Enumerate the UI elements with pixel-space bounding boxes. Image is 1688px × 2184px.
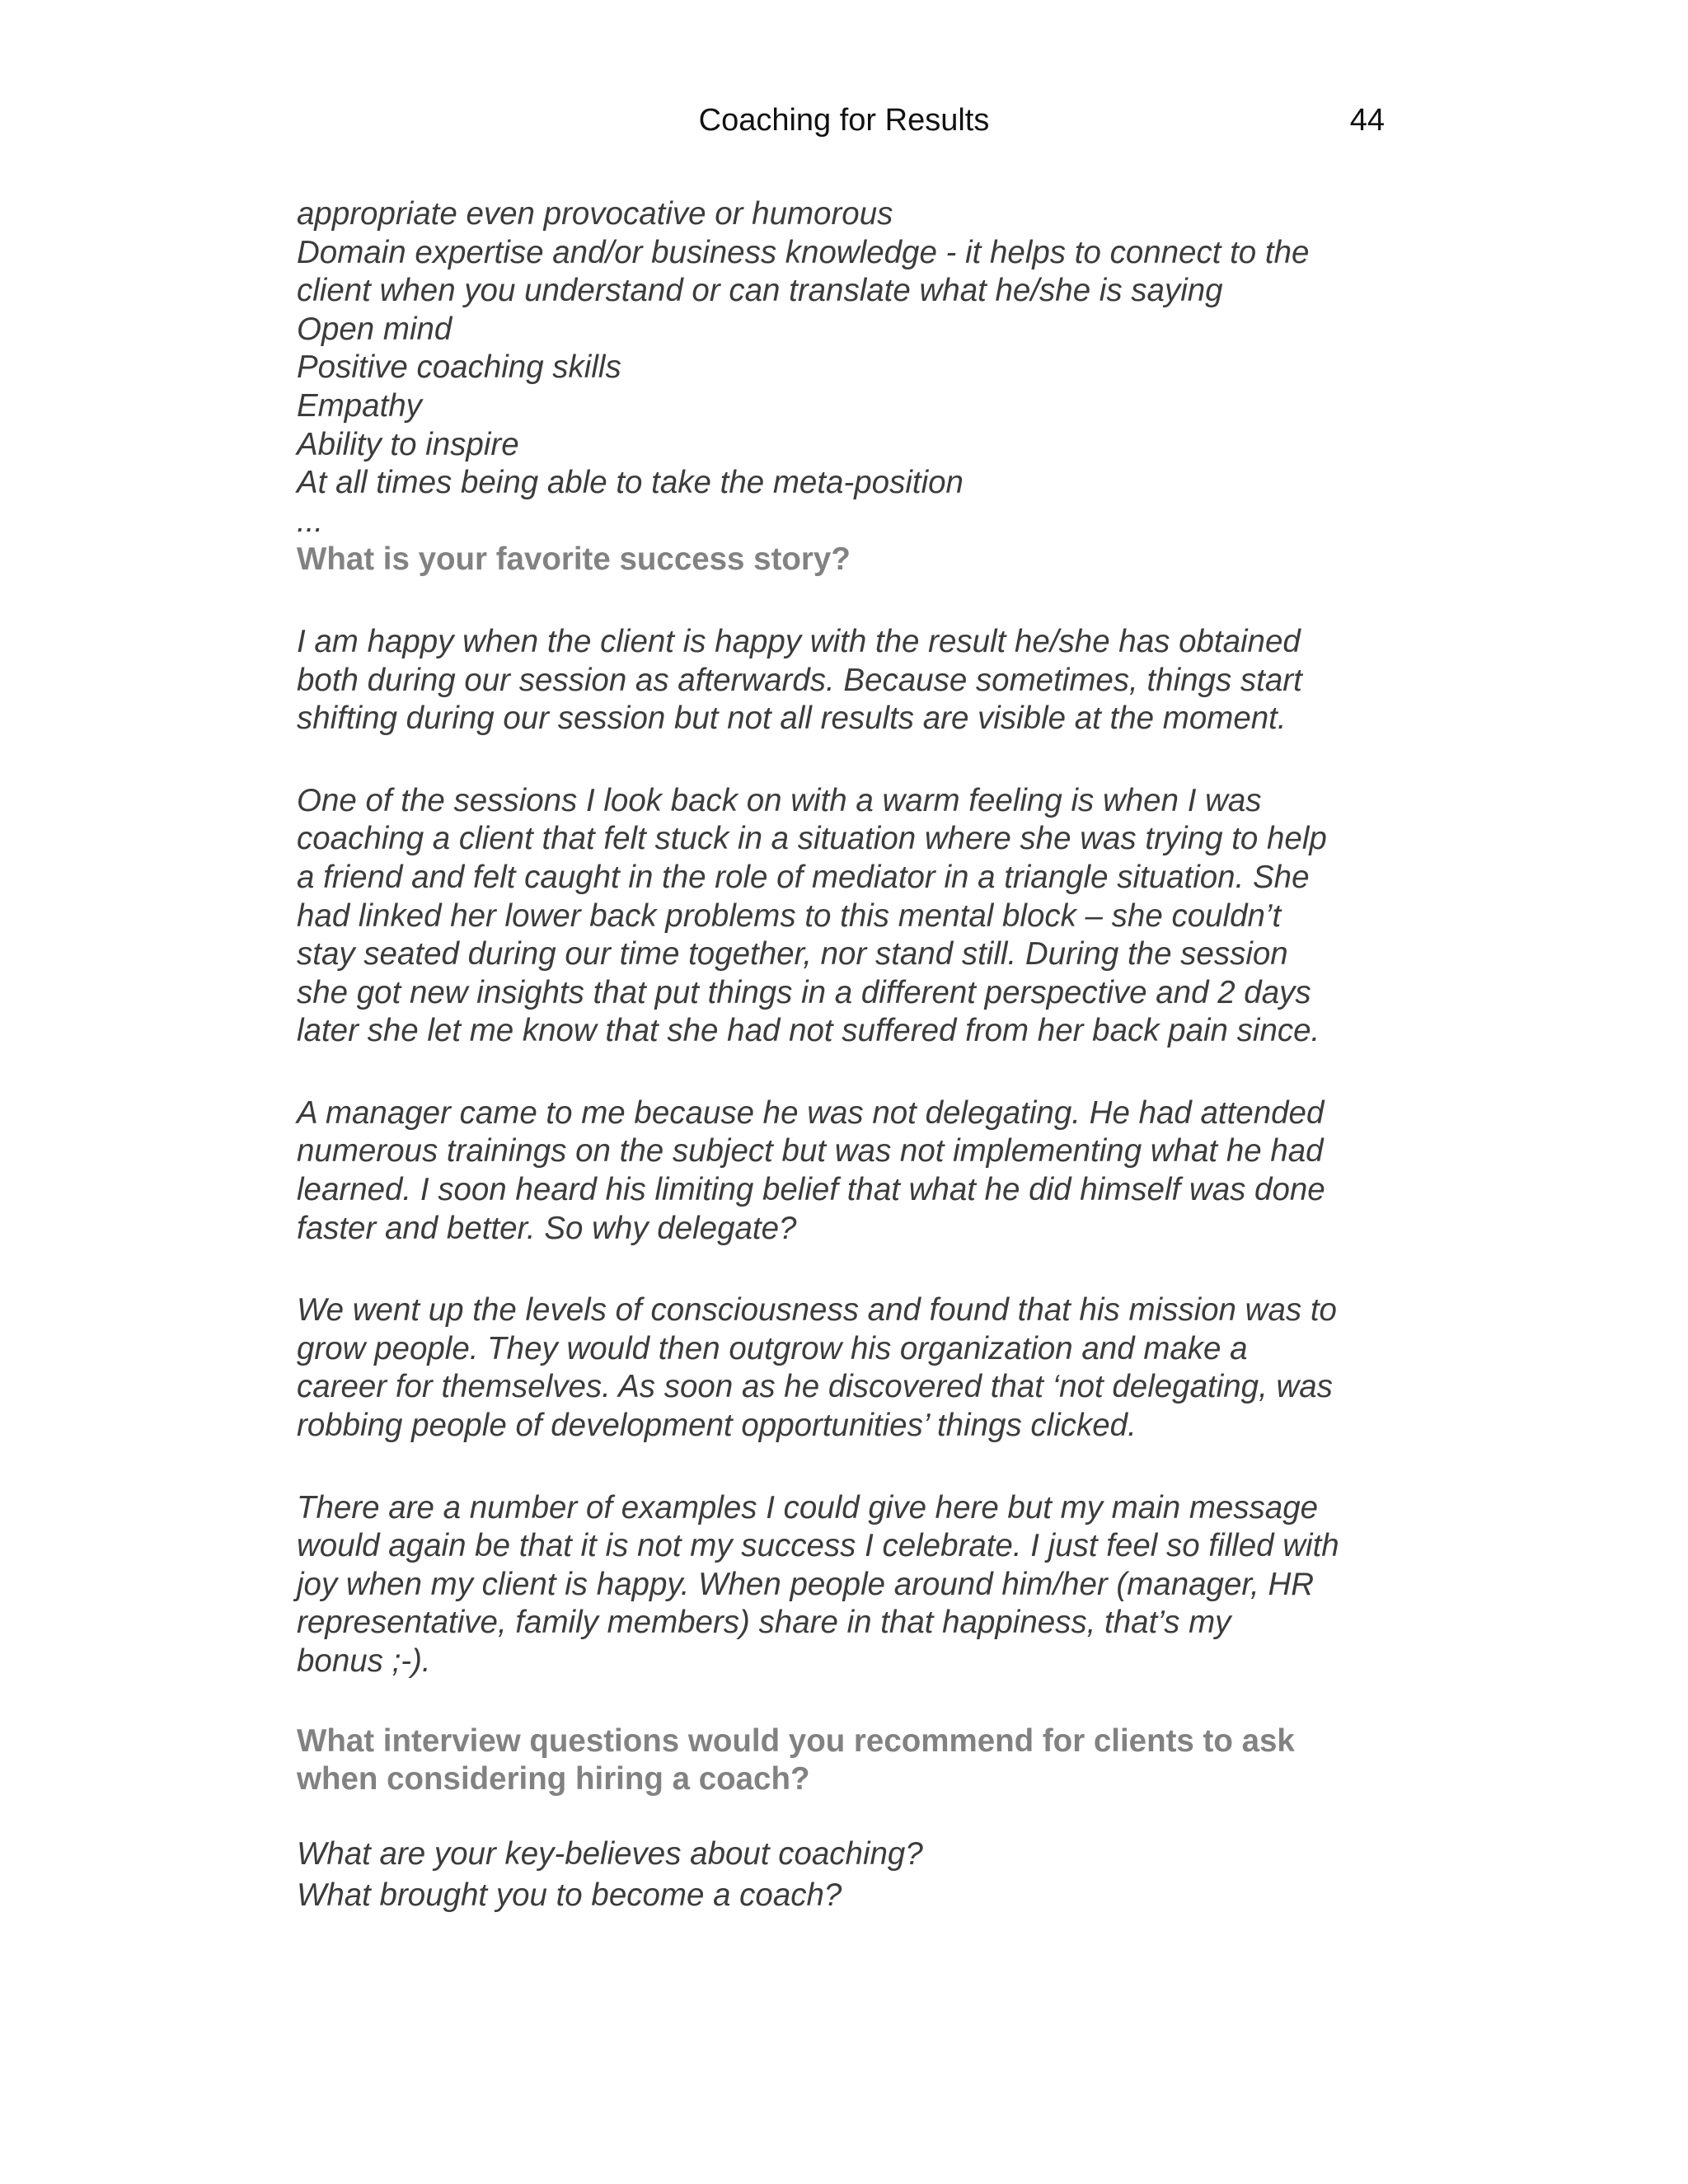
paragraph-line: What brought you to become a coach? xyxy=(297,1877,842,1914)
answer-paragraph xyxy=(297,1291,1393,1445)
paragraph-line: grow people. They would then outgrow his organization and make a xyxy=(297,1330,1248,1366)
qualities-list xyxy=(297,195,1393,541)
answer-paragraph xyxy=(297,623,1393,738)
paragraph-line: robbing people of development opportunities’ things clicked. xyxy=(297,1408,1137,1444)
question-heading xyxy=(297,1722,1393,1799)
paragraph-line: A manager came to me because he was not delegating. He had attended xyxy=(297,1094,1325,1131)
list-item: client when you understand or can translate what he/she is saying xyxy=(297,273,1223,309)
paragraph-line: a friend and felt caught in the role of mediator in a triangle situation. She xyxy=(297,859,1310,895)
answer-paragraph xyxy=(297,1094,1393,1248)
list-item: appropriate even provocative or humorous xyxy=(297,196,893,232)
list-item: Ability to inspire xyxy=(297,426,519,462)
paragraph-line: learned. I soon heard his limiting belief that what he did himself was done xyxy=(297,1172,1325,1208)
question-heading: What is your favorite success story? xyxy=(297,541,851,578)
paragraph-line: shifting during our session but not all results are visible at the moment. xyxy=(297,701,1287,737)
paragraph-line: later she let me know that she had not suffered from her back pain since. xyxy=(297,1013,1320,1049)
page-number: 44 xyxy=(1349,103,1385,138)
paragraph-line: had linked her lower back problems to this mental block – she couldn’t xyxy=(297,898,1282,934)
paragraph-line: What are your key-believes about coaching? xyxy=(297,1835,923,1872)
paragraph-line: she got new insights that put things in a different perspective and 2 days xyxy=(297,974,1311,1010)
question-line: What interview questions would you recommend for clients to ask xyxy=(297,1722,1295,1759)
page-body xyxy=(297,195,1393,1915)
paragraph-line: faster and better. So why delegate? xyxy=(297,1210,797,1246)
paragraph-line: There are a number of examples I could give here but my main message xyxy=(297,1489,1319,1526)
page-header xyxy=(0,97,1688,143)
paragraph-line: numerous trainings on the subject but was not implementing what he had xyxy=(297,1133,1324,1169)
list-item: Empathy xyxy=(297,387,422,424)
list-item: Domain expertise and/or business knowledge - it helps to connect to the xyxy=(297,234,1310,270)
running-title: Coaching for Results xyxy=(698,103,990,138)
list-item: Positive coaching skills xyxy=(297,349,621,386)
list-item: At all times being able to take the meta-position xyxy=(297,465,964,501)
paragraph-line: joy when my client is happy. When people around him/her (manager, HR xyxy=(297,1566,1315,1602)
question-line: when considering hiring a coach? xyxy=(297,1761,810,1797)
paragraph-line: representative, family members) share in that happiness, that’s my xyxy=(297,1605,1231,1641)
answer-paragraph xyxy=(297,1835,1393,1915)
paragraph-line: One of the sessions I look back on with a warm feeling is when I was xyxy=(297,782,1262,818)
paragraph-line: stay seated during our time together, nor stand still. During the session xyxy=(297,936,1288,972)
paragraph-line: would again be that it is not my success I celebrate. I just feel so filled with xyxy=(297,1528,1339,1564)
paragraph-line: I am happy when the client is happy with the result he/she has obtained xyxy=(297,623,1301,659)
answer-paragraph xyxy=(297,782,1393,1051)
list-item: Open mind xyxy=(297,311,452,347)
paragraph-line: coaching a client that felt stuck in a situation where she was trying to help xyxy=(297,821,1327,857)
paragraph-line: career for themselves. As soon as he discovered that ‘not delegating, was xyxy=(297,1369,1333,1405)
paragraph-line: We went up the levels of consciousness and found that his mission was to xyxy=(297,1292,1337,1329)
paragraph-line: bonus ;-). xyxy=(297,1643,431,1679)
paragraph-line: both during our session as afterwards. Because sometimes, things start xyxy=(297,662,1302,698)
answer-paragraph xyxy=(297,1489,1393,1681)
ellipsis: ... xyxy=(297,503,324,539)
